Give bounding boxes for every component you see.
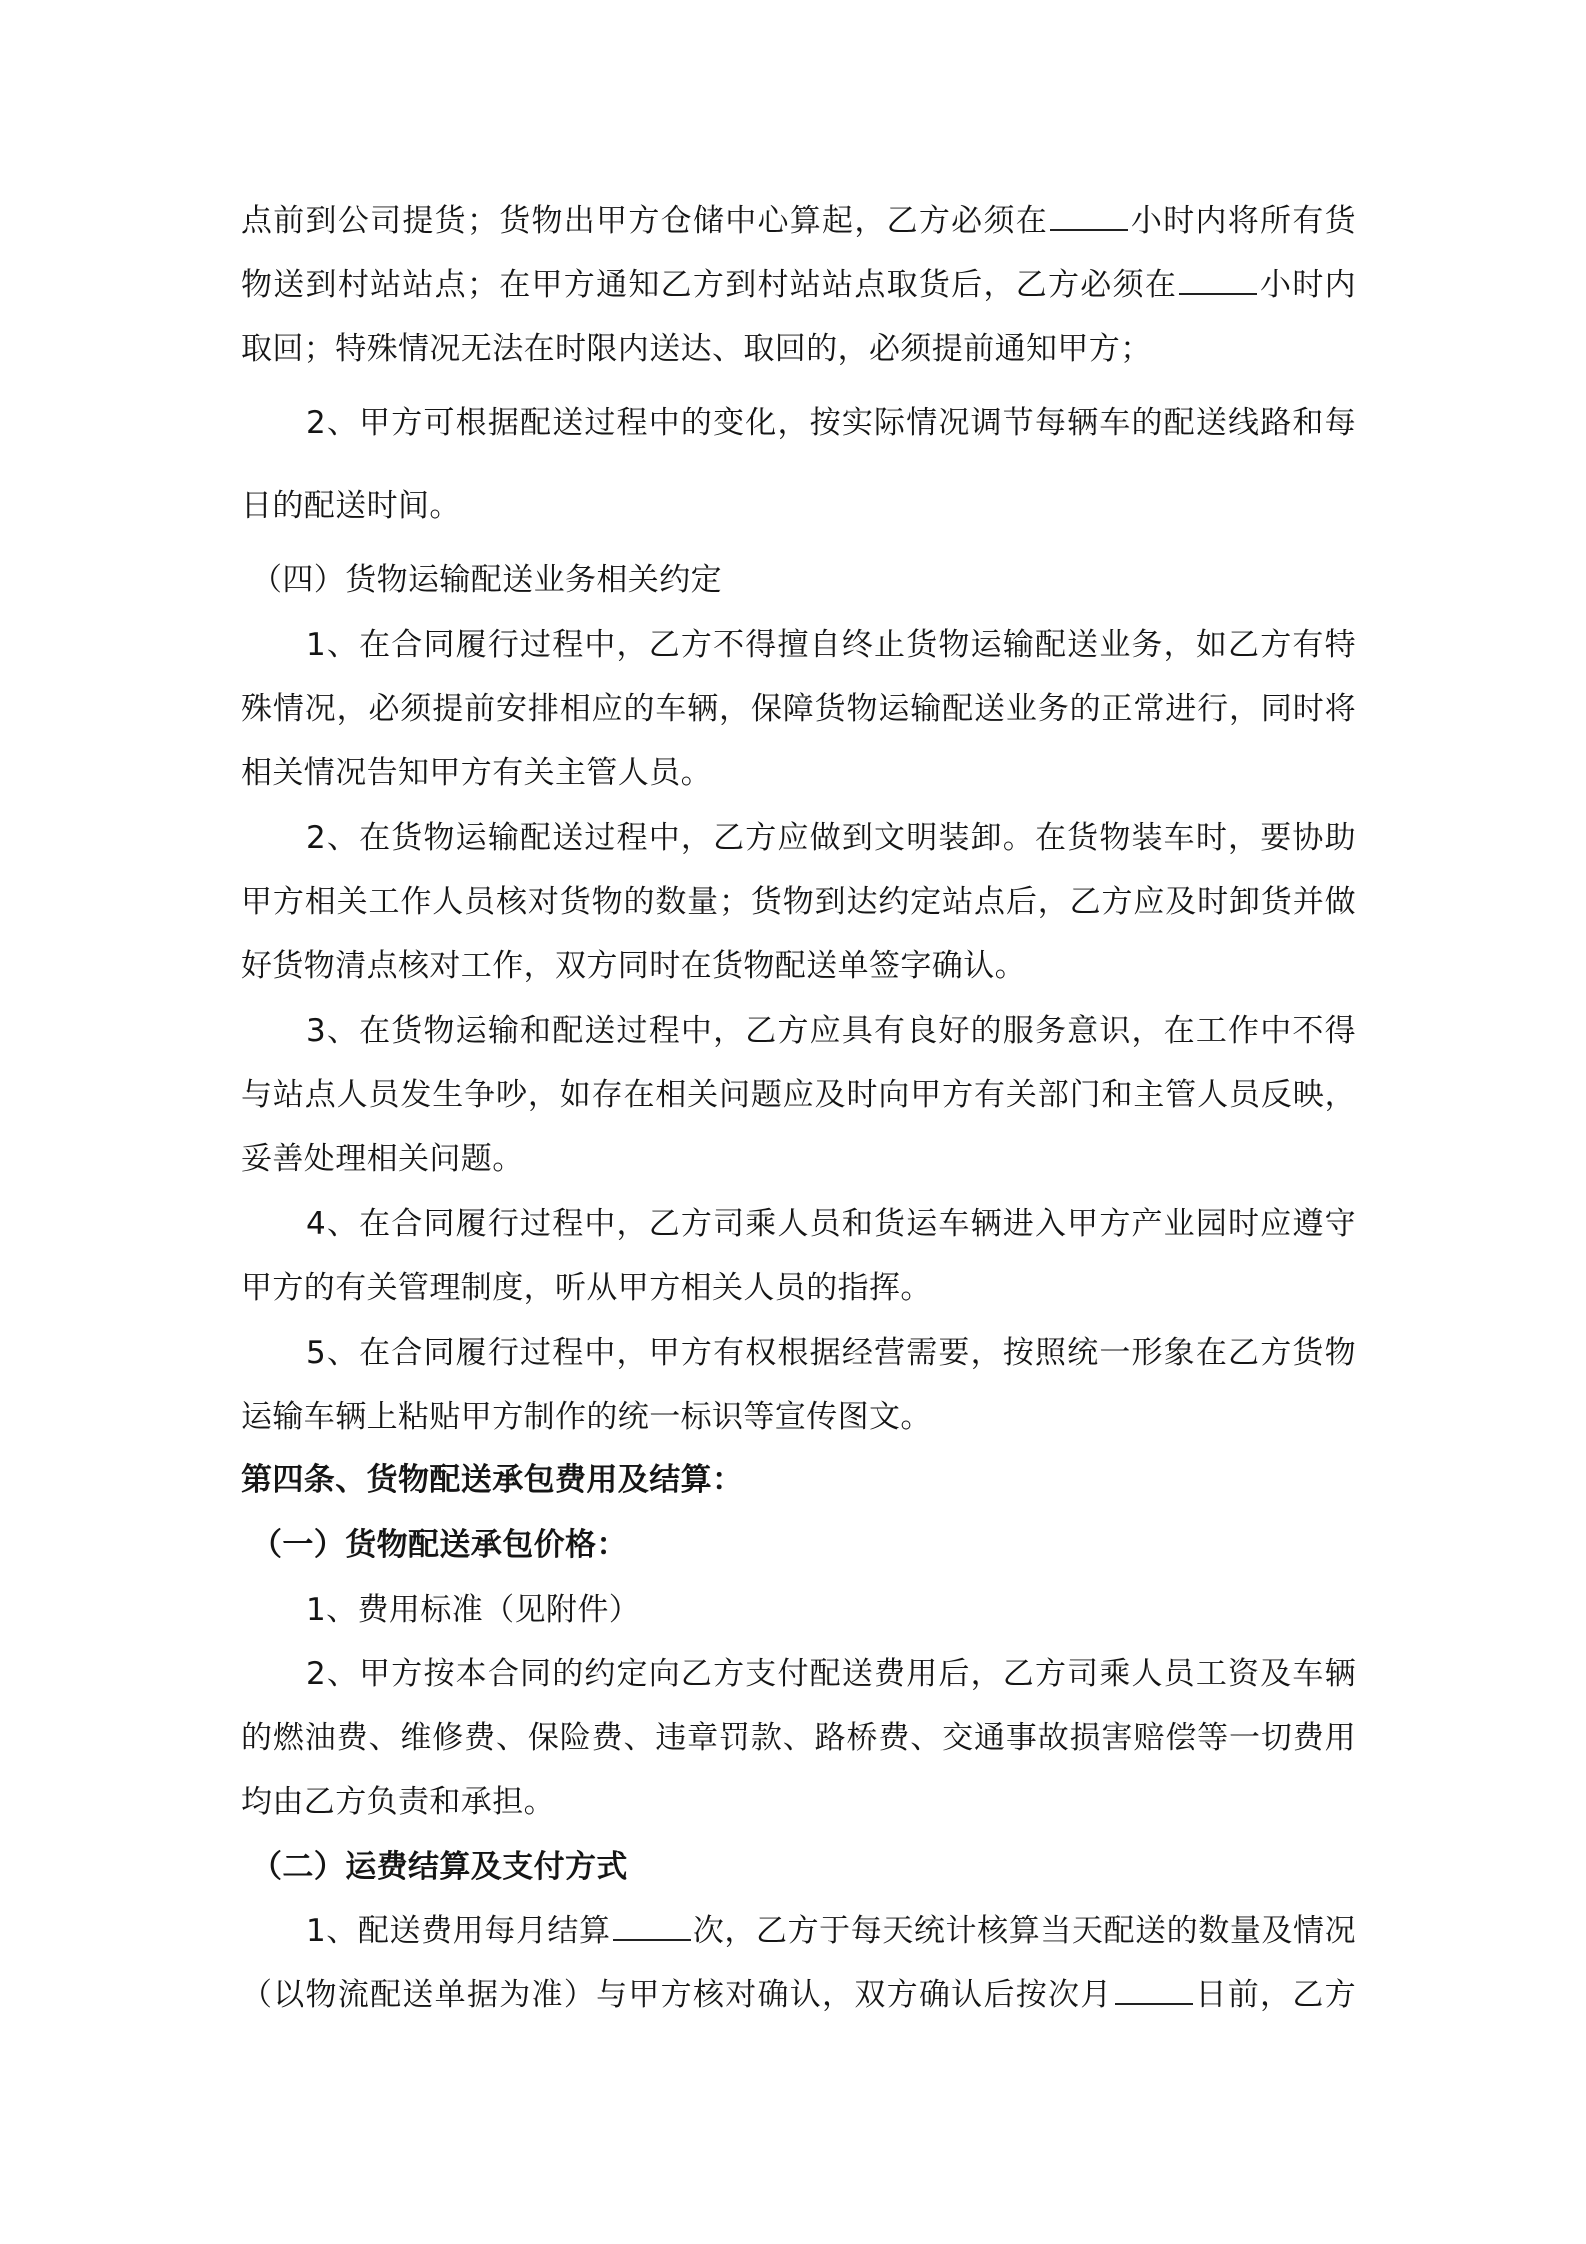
text-line: 殊情况，必须提前安排相应的车辆，保障货物运输配送业务的正常进行，同时将 [241, 691, 1356, 727]
section-heading: （四）货物运输配送业务相关约定 [251, 562, 722, 598]
text-line: 运输车辆上粘贴甲方制作的统一标识等宣传图文。 [241, 1399, 932, 1435]
text-line: 3、在货物运输和配送过程中，乙方应具有良好的服务意识，在工作中不得 [306, 1013, 1356, 1049]
text-line: 好货物清点核对工作，双方同时在货物配送单签字确认。 [241, 948, 1026, 984]
text-line: 取回；特殊情况无法在时限内送达、取回的，必须提前通知甲方； [241, 331, 1152, 367]
text-line: 2、甲方按本合同的约定向乙方支付配送费用后，乙方司乘人员工资及车辆 [306, 1656, 1356, 1692]
fill-in-blank [1115, 1975, 1193, 2005]
text-line: 妥善处理相关问题。 [241, 1141, 524, 1177]
text-line: 1、费用标准（见附件） [306, 1592, 641, 1628]
text-line: 相关情况告知甲方有关主管人员。 [241, 755, 712, 791]
text-line: 甲方相关工作人员核对货物的数量；货物到达约定站点后，乙方应及时卸货并做 [241, 884, 1356, 920]
text-line: 1、配送费用每月结算 次，乙方于每天统计核算当天配送的数量及情况 [306, 1913, 1356, 1949]
text-line: 点前到公司提货；货物出甲方仓储中心算起，乙方必须在 小时内将所有货 [241, 203, 1356, 239]
fill-in-blank [1050, 201, 1128, 231]
text-line: 2、甲方可根据配送过程中的变化，按实际情况调节每辆车的配送线路和每 [306, 405, 1356, 441]
text-line: （以物流配送单据为准）与甲方核对确认，双方确认后按次月 日前，乙方 [241, 1977, 1356, 2013]
section-heading: （二）运费结算及支付方式 [251, 1849, 628, 1885]
text-line: 的燃油费、维修费、保险费、违章罚款、路桥费、交通事故损害赔偿等一切费用 [241, 1720, 1356, 1756]
text-line: 日的配送时间。 [241, 488, 461, 524]
fill-in-blank [613, 1911, 691, 1941]
text-line: 5、在合同履行过程中，甲方有权根据经营需要，按照统一形象在乙方货物 [306, 1335, 1356, 1371]
text-line: 物送到村站站点；在甲方通知乙方到村站站点取货后，乙方必须在 小时内 [241, 267, 1356, 303]
text-line: 2、在货物运输配送过程中，乙方应做到文明装卸。在货物装车时，要协助 [306, 820, 1356, 856]
fill-in-blank [1179, 265, 1257, 295]
text-line: 与站点人员发生争吵，如存在相关问题应及时向甲方有关部门和主管人员反映， [241, 1077, 1356, 1113]
text-line: 4、在合同履行过程中，乙方司乘人员和货运车辆进入甲方产业园时应遵守 [306, 1206, 1356, 1242]
section-heading: （一）货物配送承包价格： [251, 1527, 628, 1563]
text-line: 均由乙方负责和承担。 [241, 1784, 555, 1820]
text-line: 甲方的有关管理制度，听从甲方相关人员的指挥。 [241, 1270, 932, 1306]
text-line: 1、在合同履行过程中，乙方不得擅自终止货物运输配送业务，如乙方有特 [306, 627, 1356, 663]
article-heading: 第四条、货物配送承包费用及结算： [241, 1462, 744, 1498]
